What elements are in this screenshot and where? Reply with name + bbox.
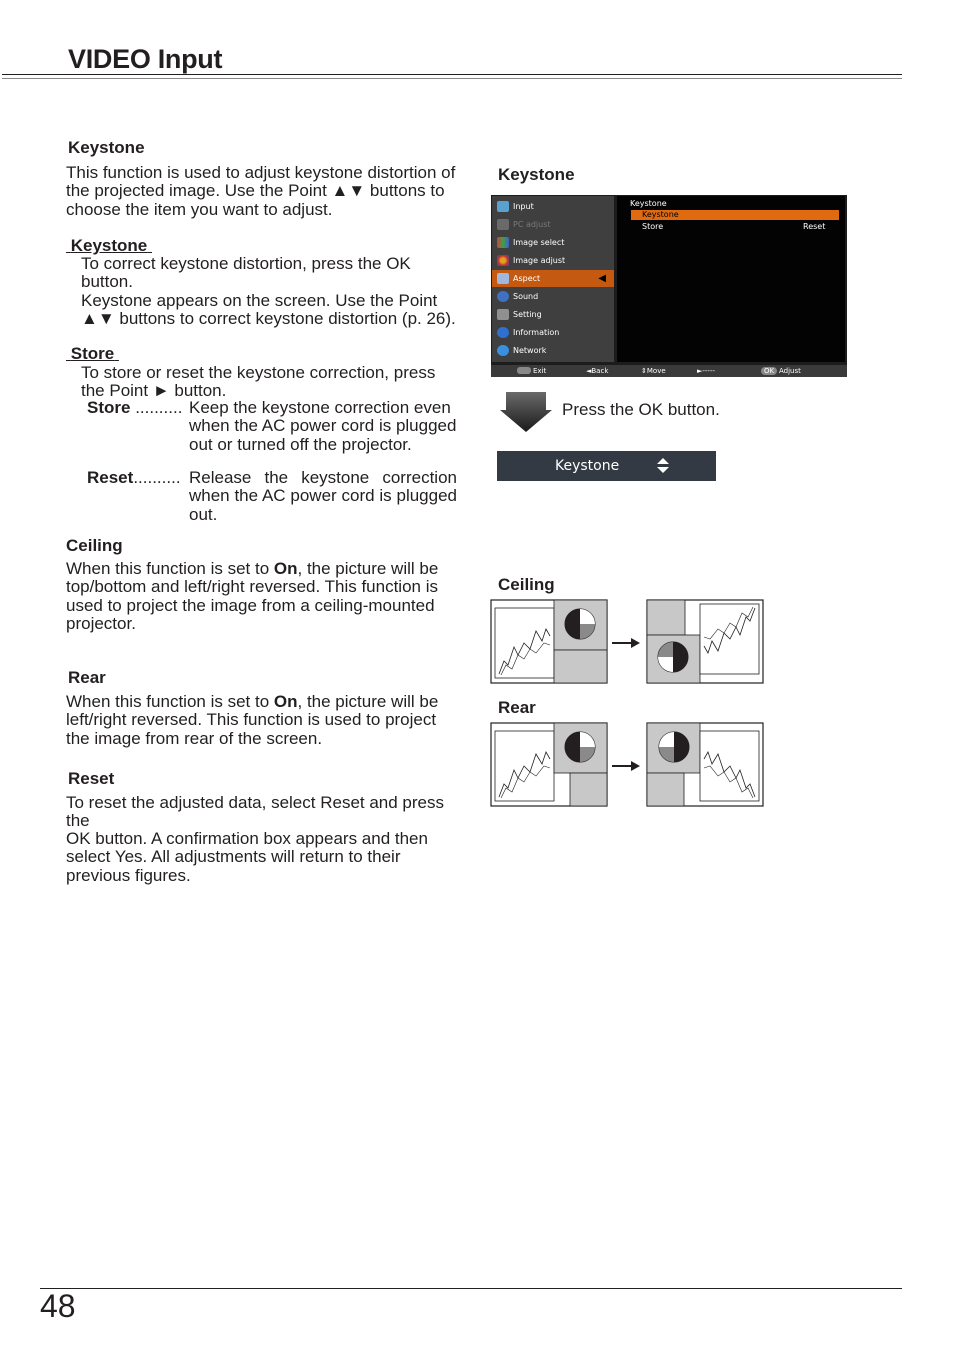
store-option-label: Store	[87, 398, 131, 417]
bar-exit: Exit	[533, 367, 547, 375]
osd-menu-screenshot	[491, 195, 847, 377]
arrow-down-icon	[500, 392, 552, 432]
ceiling-heading: Ceiling	[66, 536, 123, 555]
store-sub-label: Store	[70, 344, 115, 363]
keystone-figure-label: Keystone	[498, 165, 575, 184]
osd-menu-item: Setting	[492, 306, 614, 323]
osd-submenu-title: Keystone	[630, 199, 667, 208]
press-ok-caption: Press the OK button.	[562, 400, 720, 419]
rear-text-pre: When this function is set to	[66, 692, 274, 711]
input-icon	[497, 201, 509, 212]
keystone-intro: This function is used to adjust keystone distortion of the projected image. Use the Point ▲▼ buttons to choose the item you want to adjust.	[66, 163, 456, 219]
page-title: VIDEO Input	[68, 44, 223, 74]
ceiling-figure-label: Ceiling	[498, 575, 555, 594]
keystone-osd-label: Keystone	[555, 458, 620, 474]
osd-menu-item: Image adjust	[492, 252, 614, 269]
title-rule-secondary	[2, 78, 902, 79]
reset-text-1: To reset the adjusted data, select Reset and press the	[66, 793, 445, 831]
osd-menu-item: Information	[492, 324, 614, 341]
bar-dash: ►-----	[697, 367, 716, 375]
ceiling-text-on: On	[273, 559, 298, 578]
bar-adjust: Adjust	[779, 367, 801, 375]
selected-arrow-icon: ◀	[598, 273, 606, 284]
image-adjust-icon	[497, 255, 509, 266]
osd-menu-left-panel	[492, 196, 614, 362]
osd-menu-item: Network	[492, 342, 614, 359]
rear-text	[66, 693, 454, 748]
ceiling-text-post: , the picture will be top/bottom and left/right reversed. This function is used to project the image from a ceiling-mounted projector.	[66, 559, 439, 633]
aspect-icon	[497, 273, 509, 284]
reset-option-dots: ..........	[133, 468, 181, 487]
osd-menu-item-selected: Aspect ◀	[492, 270, 614, 287]
keystone-sub-label: Keystone	[70, 236, 148, 255]
bar-back: ◄Back	[586, 367, 609, 375]
rear-text-post: , the picture will be left/right reversed. This function is used to project the image from rear of the screen.	[66, 692, 439, 748]
reset-option-label: Reset	[87, 468, 134, 487]
osd-submenu-item-store: Store	[642, 222, 664, 231]
rear-after-picture	[647, 723, 763, 806]
page-number: 48	[40, 1288, 76, 1324]
exit-key-icon	[517, 367, 531, 374]
rear-diagram	[490, 722, 765, 808]
osd-menu-item: PC adjust	[492, 216, 614, 233]
up-down-arrows-icon	[657, 458, 669, 474]
rear-arrow-icon	[612, 761, 640, 771]
ceiling-before-picture	[491, 600, 607, 683]
osd-submenu-item-keystone: Keystone	[642, 210, 679, 219]
rear-before-picture	[491, 723, 607, 806]
bar-move: ⇕Move	[641, 367, 666, 375]
keystone-heading: Keystone	[68, 138, 145, 157]
network-icon	[497, 345, 509, 356]
osd-menu-item: Image select	[492, 234, 614, 251]
osd-menu-item: Input	[492, 198, 614, 215]
ceiling-after-picture	[647, 600, 763, 683]
ceiling-text-pre: When this function is set to	[66, 559, 274, 578]
rear-text-on: On	[273, 692, 298, 711]
osd-menu-bottom-bar	[491, 365, 847, 377]
image-select-icon	[497, 237, 509, 248]
osd-menu-right-panel	[617, 196, 845, 362]
setting-icon	[497, 309, 509, 320]
rear-figure-label: Rear	[498, 698, 536, 717]
store-sub-text: To store or reset the keystone correction, press the Point ► button.	[81, 363, 436, 401]
keystone-sub-text: To correct keystone distortion, press the OK button.	[81, 254, 411, 292]
keystone-osd-box	[497, 451, 716, 481]
store-option-row	[87, 399, 182, 417]
pc-adjust-icon	[497, 219, 509, 230]
store-option-text: Keep the keystone correction even when the AC power cord is plugged out or turned off the projector.	[189, 398, 457, 454]
ceiling-text	[66, 560, 454, 633]
reset-option-row	[87, 469, 181, 487]
osd-menu-item: Sound	[492, 288, 614, 305]
store-option-dots: ..........	[130, 398, 183, 417]
sound-icon	[497, 291, 509, 302]
information-icon	[497, 327, 509, 338]
reset-text-2: OK button. A confirmation box appears and then select Yes. All adjustments will return to their previous figures.	[66, 829, 428, 885]
reset-heading: Reset	[68, 769, 115, 788]
ceiling-diagram	[490, 599, 765, 685]
ok-key-icon: OK	[761, 367, 777, 375]
osd-submenu-item-store-value: Reset	[803, 222, 826, 231]
rear-heading: Rear	[68, 668, 106, 687]
reset-option-text: Release the keystone correction when the AC power cord is plugged out.	[189, 468, 457, 524]
keystone-sub-text-2: Keystone appears on the screen. Use the Point ▲▼ buttons to correct keystone distortion (p. 26).	[81, 291, 456, 329]
title-rule	[2, 74, 902, 75]
ceiling-arrow-icon	[612, 638, 640, 648]
footer-rule	[40, 1288, 902, 1289]
